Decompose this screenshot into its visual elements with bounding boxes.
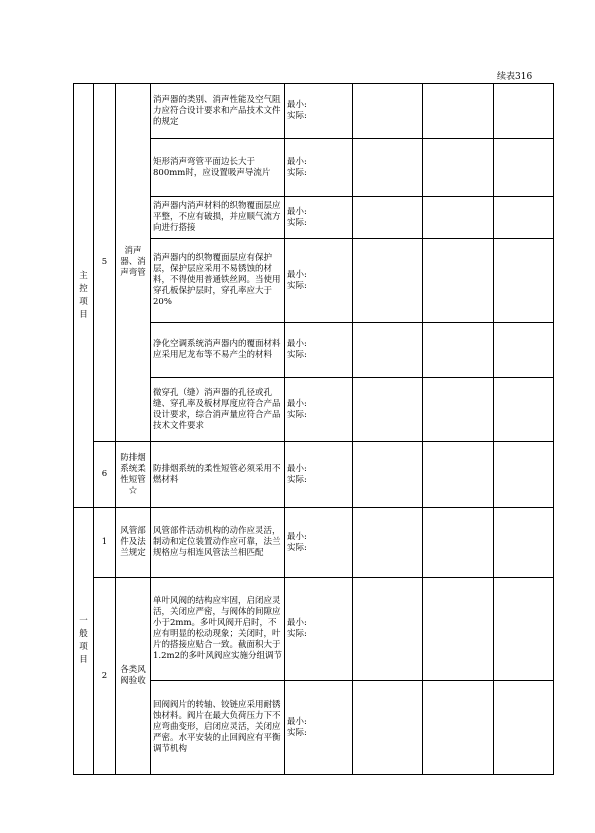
requirement-text: 回阀阀片的转轴、铰链应采用耐锈蚀材料。阀片在最大负荷压力下不应弯曲变形，启闭应灵活，关闭应严密。水平安装的止回阀应有平衡调节机构 xyxy=(151,681,285,775)
blank-cell xyxy=(423,508,494,578)
blank-cell xyxy=(423,578,494,681)
min-label: 最小: xyxy=(287,339,307,349)
requirement-text: 微穿孔（缝）消声器的孔径或孔缝、穿孔率及板材厚度应符合产品设计要求，综合消声量应符合产品技术文件要求 xyxy=(151,378,285,442)
inspection-table xyxy=(73,83,554,775)
blank-cell xyxy=(353,681,423,775)
blank-cell xyxy=(353,578,423,681)
blank-cell xyxy=(494,442,554,508)
item-name: 风管部件及法兰规定 xyxy=(116,508,151,578)
requirement-text: 消声器内消声材料的织物覆面层应平整，不应有破损，并应顺气流方向进行搭接 xyxy=(151,197,285,239)
blank-cell xyxy=(494,197,554,239)
row-number: 6 xyxy=(94,442,116,508)
actual-label: 实际: xyxy=(287,167,307,178)
blank-cell xyxy=(423,139,494,197)
blank-cell xyxy=(423,323,494,378)
requirement-text: 单叶风阀的结构应牢固，启闭应灵活，关闭应严密，与阀体的间隙应小于2mm。多叶风阀开启时，不应有明显的松动现象；关闭时，叶片的搭接应贴合一致。截面积大于1.2m2的多叶风阀应实施分组调节 xyxy=(151,578,285,681)
measure-cell xyxy=(285,197,353,239)
min-label: 最小: xyxy=(287,618,307,628)
row-number: 1 xyxy=(94,508,116,578)
blank-cell xyxy=(353,508,423,578)
blank-cell xyxy=(494,323,554,378)
actual-label: 实际: xyxy=(287,727,307,738)
measure-cell xyxy=(285,84,353,139)
measure-cell xyxy=(285,508,353,578)
row-number: 5 xyxy=(94,84,116,442)
blank-cell xyxy=(494,84,554,139)
requirement-text: 矩形消声弯管平面边长大于800mm时，应设置吸声导流片 xyxy=(151,139,285,197)
blank-cell xyxy=(494,578,554,681)
blank-cell xyxy=(423,197,494,239)
table-row xyxy=(74,578,554,681)
item-name: 各类风阀验收 xyxy=(116,578,151,775)
min-label: 最小: xyxy=(287,100,307,110)
blank-cell xyxy=(353,84,423,139)
min-label: 最小: xyxy=(287,156,307,167)
blank-cell xyxy=(494,378,554,442)
requirement-text: 防排烟系统的柔性短管必须采用不燃材料 xyxy=(151,442,285,508)
category-main-control: 主控项目 xyxy=(74,84,94,508)
blank-cell xyxy=(494,239,554,323)
min-label: 最小: xyxy=(287,206,307,217)
requirement-text: 消声器的类别、消声性能及空气阻力应符合设计要求和产品技术文件的规定 xyxy=(151,84,285,139)
blank-cell xyxy=(353,139,423,197)
blank-cell xyxy=(423,378,494,442)
row-number: 2 xyxy=(94,578,116,775)
measure-cell xyxy=(285,378,353,442)
min-label: 最小: xyxy=(287,463,307,474)
blank-cell xyxy=(494,139,554,197)
actual-label: 实际: xyxy=(287,474,307,485)
blank-cell xyxy=(353,442,423,508)
blank-cell xyxy=(353,197,423,239)
blank-cell xyxy=(494,508,554,578)
actual-label: 实际: xyxy=(287,350,307,360)
blank-cell xyxy=(353,239,423,323)
requirement-text: 净化空调系统消声器内的覆面材料应采用尼龙布等不易产尘的材料 xyxy=(151,323,285,378)
blank-cell xyxy=(423,84,494,139)
page-continuation-note: 续表316 xyxy=(497,72,533,82)
item-name: 防排烟系统柔性短管☆ xyxy=(116,442,151,508)
item-name: 消声器、消声弯管 xyxy=(116,84,151,442)
actual-label: 实际: xyxy=(287,542,307,553)
blank-cell xyxy=(423,442,494,508)
min-label: 最小: xyxy=(287,531,307,542)
min-label: 最小: xyxy=(287,398,307,409)
table-row xyxy=(74,442,554,508)
blank-cell xyxy=(353,378,423,442)
min-label: 最小: xyxy=(287,269,307,280)
measure-cell xyxy=(285,578,353,681)
blank-cell xyxy=(423,681,494,775)
measure-cell xyxy=(285,442,353,508)
actual-label: 实际: xyxy=(287,217,307,228)
actual-label: 实际: xyxy=(287,629,307,639)
requirement-text: 风管部件活动机构的动作应灵活，制动和定位装置动作应可靠，法兰规格应与相连风管法兰相匹配 xyxy=(151,508,285,578)
measure-cell xyxy=(285,239,353,323)
actual-label: 实际: xyxy=(287,111,307,121)
measure-cell xyxy=(285,323,353,378)
category-general: 一般项目 xyxy=(74,508,94,775)
requirement-text: 消声器内的织物覆面层应有保护层，保护层应采用不易锈蚀的材料，不得使用普通铁丝网。当使用穿孔板保护层时，穿孔率应大于20% xyxy=(151,239,285,323)
measure-cell xyxy=(285,681,353,775)
blank-cell xyxy=(353,323,423,378)
min-label: 最小: xyxy=(287,716,307,727)
table-row xyxy=(74,84,554,139)
blank-cell xyxy=(494,681,554,775)
actual-label: 实际: xyxy=(287,409,307,420)
actual-label: 实际: xyxy=(287,280,307,291)
table-row xyxy=(74,508,554,578)
measure-cell xyxy=(285,139,353,197)
blank-cell xyxy=(423,239,494,323)
